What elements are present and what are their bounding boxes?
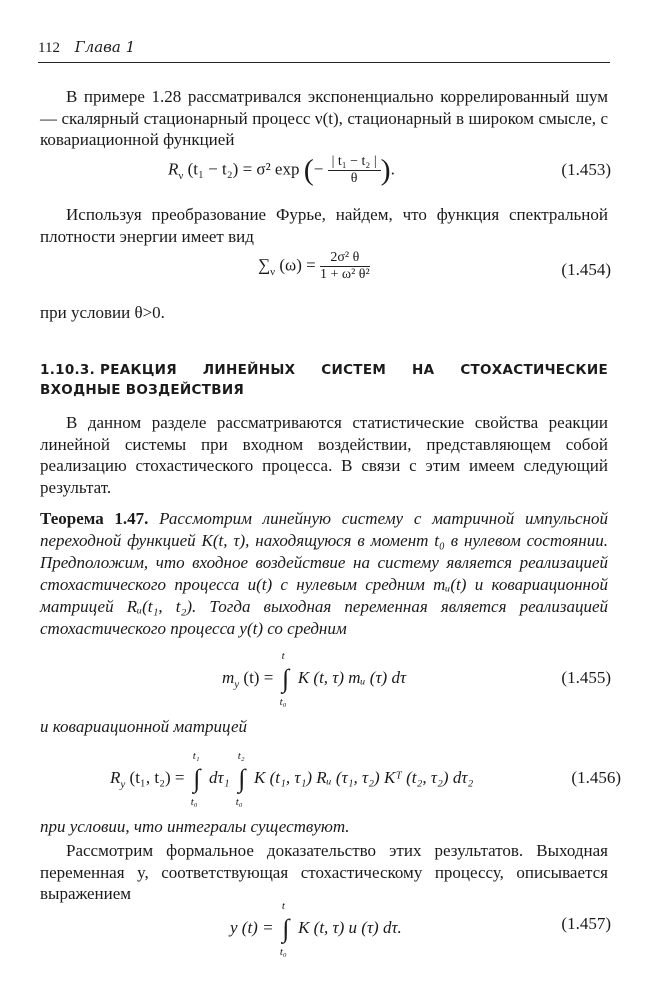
eq456-lhs-arg: (t₁, t₂) =	[129, 767, 185, 787]
eq454-frac-den: 1 + ω² θ²	[319, 267, 370, 282]
equation-1454	[258, 250, 370, 283]
integral-upper: t	[281, 900, 285, 912]
paragraph-intro: В данном разделе рассматриваются статистические свойства реакции линейной системы при входном воздействии, представляющем собой реализацию стохастического процесса. В связи с этим имеем следующий результат.	[40, 413, 608, 497]
integral-sign: t ∫ t₀	[279, 650, 290, 708]
equation-1456	[110, 750, 474, 808]
eq456-lhs: R	[110, 767, 121, 787]
eq453-frac-den: θ	[350, 171, 358, 186]
eq454-lhs: ∑	[258, 255, 271, 275]
section-heading	[40, 360, 608, 400]
equation-number-1456: (1.456)	[571, 768, 621, 787]
heading-word: 1.10.3. РЕАКЦИЯ	[40, 362, 177, 378]
heading-word: НА	[412, 362, 435, 378]
heading-word: СТОХАСТИЧЕСКИЕ	[460, 362, 608, 378]
chapter-title: Глава 1	[74, 38, 136, 56]
eq453-arg: (t₁ − t₂) = σ² exp	[187, 159, 300, 179]
eq454-frac-num: 2σ² θ	[320, 250, 370, 267]
equation-number-1454: (1.454)	[561, 260, 611, 279]
eq453-frac-num: | t₁ − t₂ |	[328, 154, 381, 171]
running-header	[38, 38, 606, 57]
integral-sign: t₂ ∫ t₀	[235, 750, 246, 808]
paragraph-fourier: Используя преобразование Фурье, найдем, что функция спектральной плотности энергии имеет вид	[40, 205, 608, 246]
equation-1455	[222, 650, 407, 708]
eq456-body: K (t₁, τ₁) Rᵤ (τ₁, τ₂) Kᵀ (t₂, τ₂) dτ₂	[254, 767, 474, 787]
integral-upper: t₁	[192, 750, 200, 762]
eq457-body: K (t, τ) u (τ) dτ.	[298, 917, 402, 937]
heading-word: СИСТЕМ	[321, 362, 387, 378]
eq457-lhs: y (t) =	[230, 917, 274, 937]
equation-number-1455: (1.455)	[561, 668, 611, 687]
theorem-1-47	[40, 508, 608, 640]
paragraph-proof: Рассмотрим формальное доказательство этих результатов. Выходная переменная y, соответствующая стохастическому процессу, описывается выражением	[40, 841, 608, 903]
paragraph-condition: при условии θ>0.	[40, 303, 165, 322]
eq454-arg: (ω) =	[279, 255, 316, 275]
header-rule	[38, 62, 610, 63]
theorem-body: Рассмотрим линейную систему с матричной импульсной переходной функцией K(t, τ), находящуюся в момент t₀ в нулевом состоянии. Предположим, что входное воздействие на систему является реализацией стохастического процесса u(t) с нулевым средним mᵤ(t) и ковариационной матрицей Rᵤ(t₁, t₂). Тогда выходная переменная является реализацией стохастического процесса y(t) со средним	[40, 509, 609, 638]
equation-1457	[230, 900, 402, 958]
eq453-minus: −	[313, 159, 324, 179]
eq453-paren-close: )	[380, 153, 391, 187]
heading-word: ЛИНЕЙНЫХ	[202, 362, 296, 378]
integral-upper: t₂	[237, 750, 245, 762]
eq453-lhs: R	[168, 159, 179, 179]
eq453-paren-open: (	[303, 153, 314, 187]
theorem-head: Теорема 1.47.	[40, 509, 149, 528]
section-heading-line1	[40, 360, 608, 380]
eq454-lhs-sub: ν	[270, 265, 276, 278]
integral-lower: t₀	[279, 696, 287, 708]
paragraph-example: В примере 1.28 рассматривался экспоненциально коррелированный шум — скалярный стационарный процесс ν(t), стационарный в широком смысле, с ковариационной функцией	[40, 87, 608, 149]
eq453-lhs-sub: ν	[178, 169, 184, 182]
equation-number-1457: (1.457)	[561, 914, 611, 933]
integral-upper: t	[281, 650, 285, 662]
eq453-end: .	[390, 159, 395, 179]
eq455-lhs-sub: y	[234, 678, 240, 691]
eq455-lhs-arg: (t) =	[243, 667, 274, 687]
integral-lower: t₀	[235, 796, 243, 808]
integral-lower: t₀	[190, 796, 198, 808]
eq453-fraction	[328, 154, 381, 187]
eq456-lhs-sub: y	[120, 778, 126, 791]
page-number: 112	[38, 40, 60, 56]
paragraph-covariance: и ковариационной матрицей	[40, 717, 248, 736]
equation-1453	[168, 154, 395, 187]
integral-sign: t ∫ t₀	[279, 900, 290, 958]
eq456-mid: dτ₁	[209, 767, 230, 787]
eq455-body: K (t, τ) mᵤ (τ) dτ	[297, 667, 407, 687]
equation-number-1453: (1.453)	[561, 160, 611, 179]
section-heading-line2: ВХОДНЫЕ ВОЗДЕЙСТВИЯ	[40, 382, 245, 398]
eq455-lhs: m	[222, 667, 235, 687]
eq454-fraction	[320, 250, 370, 283]
integral-lower: t₀	[279, 946, 287, 958]
paragraph-integrals-exist: при условии, что интегралы существуют.	[40, 817, 350, 836]
integral-sign: t₁ ∫ t₀	[190, 750, 201, 808]
